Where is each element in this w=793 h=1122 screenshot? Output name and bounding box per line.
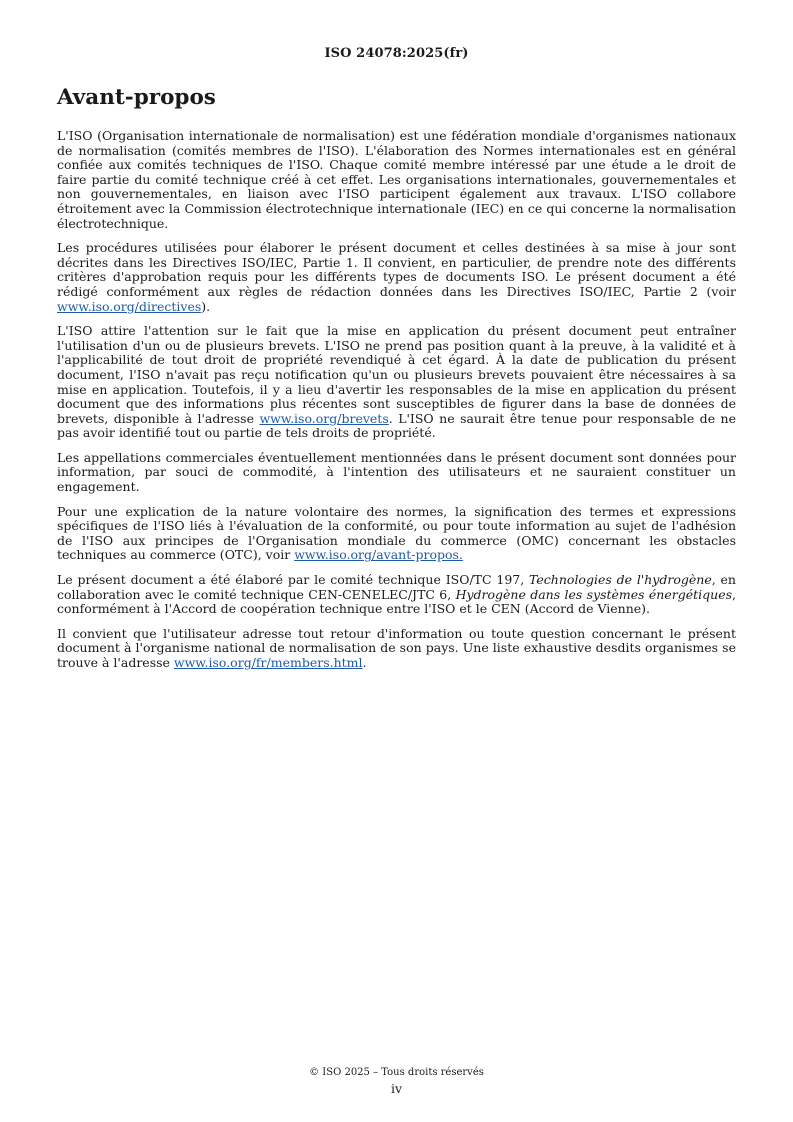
members-link[interactable]: www.iso.org/fr/members.html [173, 655, 363, 670]
paragraph-text: , en collaboration avec le comité technique CEN-CENELEC/JTC 6, [57, 572, 736, 602]
paragraph-patents [57, 324, 736, 441]
paragraph-text: . L'ISO ne saurait être tenue pour responsable de ne pas avoir identifié tout ou partie de tels droits de propriété. [57, 410, 737, 441]
committee-title-iso: Technologies de l'hydrogène [529, 572, 712, 588]
paragraph-text: Le présent document a été élaboré par le comité technique ISO/TC 197, [57, 572, 530, 588]
paragraph-feedback [57, 627, 736, 671]
paragraph-text: . [362, 655, 367, 670]
page-number: iv [390, 1081, 403, 1096]
patents-link[interactable]: www.iso.org/brevets [259, 410, 389, 426]
page-title: Avant-propos [57, 85, 216, 110]
document-body [57, 129, 736, 681]
paragraph-trade-names: Les appellations commerciales éventuellement mentionnées dans le présent document sont données pour information, par souci de commodité, à l'intention des utilisateurs et ne sauraient constituer un engagement. [57, 449, 736, 495]
committee-title-cen: Hydrogène dans les systèmes énergétiques [455, 586, 733, 602]
foreword-link[interactable]: www.iso.org/avant-propos. [294, 547, 463, 563]
paragraph-text: Il convient que l'utilisateur adresse tout retour d'information ou toute question concernant le présent document à l'organisme national de normalisation de son pays. Une liste exhaustive desdits organismes se trouve à l'adresse [57, 625, 736, 670]
copyright-notice: © ISO 2025 – Tous droits réservés [309, 1067, 484, 1078]
paragraph-text: , conformément à l'Accord de coopération technique entre l'ISO et le CEN (Accord de Vienne). [57, 586, 736, 617]
paragraph-text: ). [201, 298, 211, 314]
paragraph-iso-overview: L'ISO (Organisation internationale de normalisation) est une fédération mondiale d'organismes nationaux de normalisation (comités membres de l'ISO). L'élaboration des Normes internationales est en général confiée aux comités techniques de l'ISO. Chaque comité membre intéressé par une étude a le droit de faire partie du comité technique créé à cet effet. Les organisations internationales, gouvernementales et non gouvernementales, en liaison avec l'ISO participent également aux travaux. L'ISO collabore étroitement avec la Commission électrotechnique internationale (IEC) en ce qui concerne la normalisation électrotechnique. [57, 128, 736, 231]
paragraph-text: Les procédures utilisées pour élaborer le présent document et celles destinées à sa mise à jour sont décrites dans les Directives ISO/IEC, Partie 1. Il convient, en particulier, de prendre note des différents critères d'approbation requis pour les différents types de documents ISO. Le présent document a été rédigé conformément aux règles de rédaction données dans les Directives ISO/IEC, Partie 2 (voir [57, 240, 736, 299]
paragraph-voluntary-nature [57, 505, 736, 563]
paragraph-text: L'ISO attire l'attention sur le fait que la mise en application du présent document peut entraîner l'utilisation d'un ou de plusieurs brevets. L'ISO ne prend pas position quant à la preuve, à la validité et à l'applicabilité de tout droit de propriété revendiqué à cet égard. À la date de publication du présent document, l'ISO n'avait pas reçu notification qu'un ou plusieurs brevets pouvaient être nécessaires à sa mise en application. Toutefois, il y a lieu d'avertir les responsables de la mise en application du présent document que des informations plus récentes sont susceptibles de figurer dans la base de données de brevets, disponible à l'adresse [57, 323, 736, 426]
paragraph-text: Pour une explication de la nature volontaire des normes, la signification des termes et expressions spécifiques de l'ISO liés à l'évaluation de la conformité, ou pour toute information au sujet de l'adhésion de l'ISO aux principes de l'Organisation mondiale du commerce (OMC) concernant les obstacles techniques au commerce (OTC), voir [57, 503, 736, 563]
document-header: ISO 24078:2025(fr) [324, 46, 469, 61]
directives-link[interactable]: www.iso.org/directives [57, 298, 202, 314]
paragraph-committee [57, 573, 736, 617]
paragraph-procedures [57, 241, 736, 314]
page-footer [0, 1066, 793, 1098]
